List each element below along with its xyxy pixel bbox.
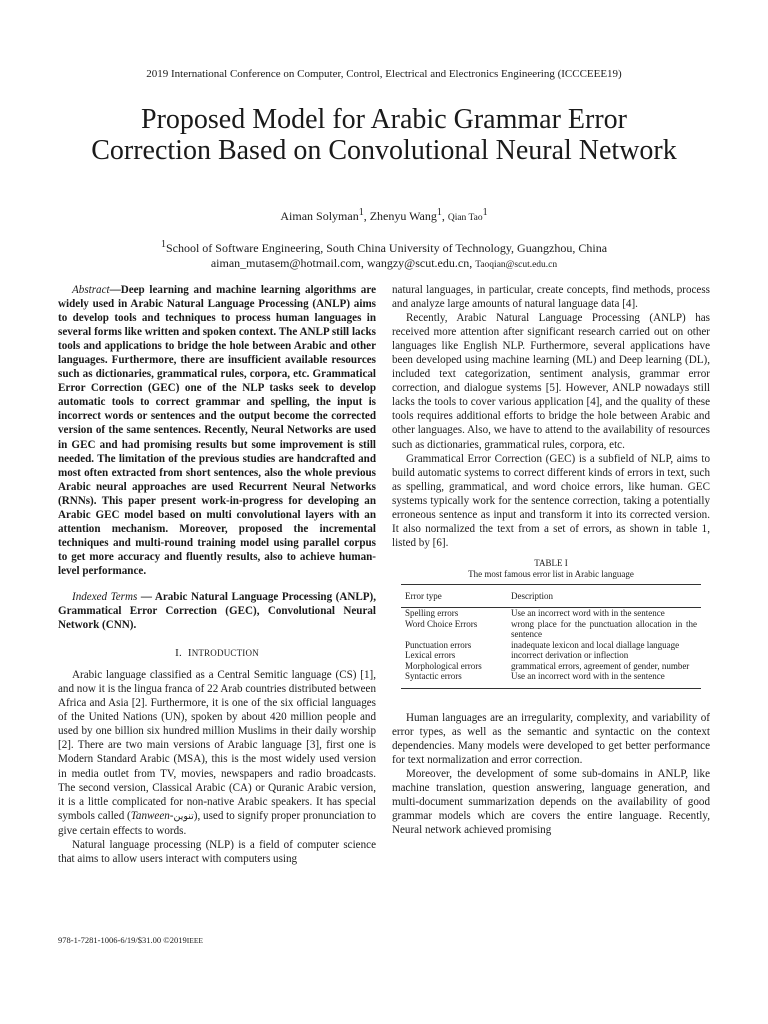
error-type-cell: Punctuation errors (405, 639, 472, 650)
anlp-paragraph: Recently, Arabic Natural Language Processing (ANLP) has received more attention after significant research carried out on other languages like English NLP. Furthermore, several applications have been developed using machine learning (ML) and Deep learning (DL), included text categorization, sentiment analysis, grammar error correction, and dialogue systems [5]. However, ANLP nowadays still lacks the tools to cover various application [4], and the quality of these tools requires additional efforts to bridge the hole between Arabic and other languages. Also, we have to attend to the availability of resources such as dictionaries, grammatical rules, corpora, etc. (392, 312, 710, 451)
index-terms (58, 590, 376, 632)
gec-paragraph: Grammatical Error Correction (GEC) is a subfield of NLP, aims to build automatic systems to correct different kinds of errors in text, such as spelling, grammatical, and word choice errors, like human. GEC systems typically work for the sentence correction, taking a potentially erroneous sentence as input and transform it into its corrected version. It also normalized the text from a set of errors, as shown in table 1, listed by [6]. (392, 452, 710, 549)
table-header-cell: Error type (401, 584, 507, 608)
error-desc-cell: incorrect derivation or inflection (511, 650, 629, 661)
intro-paragraph (58, 668, 376, 838)
section-initial: I (187, 647, 192, 660)
abstract-body: —Deep learning and machine learning algorithms are widely used in Arabic Natural Language Processing (ANLP) aims to develop tools and techniques to process human languages in several forms like written and spoken context. The ANLP still lacks tools and applications to bridge the hole between Arabic and other languages. Furthermore, there are insufficient available resources such as dictionaries, grammatical rules, corpora, etc. Grammatical Error Correction (GEC) one of the NLP tasks seek to develop automatic tools to correct grammar and spelling, the input is incorrect words or sentences and the output become the corrected version of the same sentences. Recently, Neural Networks are used in GEC and had promising results but some improvement is still needed. The limitation of the previous studies are handcrafted and most often extracted from short sentences, also the whole previous Arabic neural approaches are used Recurrent Neural Networks (RNNs). This paper present work-in-progress for developing an Arabic GEC model based on multi convolutional layers with an attention mechanism. Moreover, proposed the incremental techniques and multi-round training model using parallel corpus to get more accuracy and fluently results, also to achieve human-level performance. (58, 284, 376, 577)
author-name: Qian Tao (447, 213, 483, 223)
continued-paragraph: natural languages, in particular, create concepts, find methods, process and analyze large amounts of natural language data [4]. (392, 284, 710, 311)
affiliation-marker: 1 (358, 207, 364, 218)
index-terms-lead: Indexed Terms (72, 590, 138, 603)
error-type-cell: Morphological errors (405, 660, 482, 671)
table-header-cell: Description (507, 584, 701, 608)
arabic-word: تنوين (173, 810, 194, 822)
author-list: Aiman Solyman$^1$, Zhenyu Wang$^1$, Qian Tao$^1$ (280, 207, 488, 223)
abstract-lead: Abstract (72, 284, 110, 296)
affiliation-marker: 1 (160, 239, 166, 250)
nlp-paragraph: Natural language processing (NLP) is a field of computer science that aims to allow users interact with computers using (58, 838, 376, 865)
affiliation (0, 237, 768, 273)
error-desc-cell: Use an incorrect word with in the sentence (507, 671, 701, 688)
author-name: Aiman Solyman (280, 209, 359, 223)
isbn-text: 978-1-7281-1006-6/19/$31.00 ©2019 (58, 935, 187, 945)
human-languages-paragraph: Human languages are an irregularity, complexity, and variability of error types, as well as the semantic and syntactic on the context dependencies. Many models were developed to get better performance for text normalization and error correction. (392, 711, 710, 767)
error-desc-cell: Use an incorrect word with in the sentence (511, 608, 665, 619)
table-row (401, 650, 701, 661)
table-title: The most famous error list in Arabic language (468, 568, 634, 579)
section-heading (58, 646, 376, 660)
author-email-small: Taoqian@scut.edu.cn (475, 260, 558, 270)
table-row (401, 608, 701, 619)
section-title-rest: NTRODUCTION (191, 648, 259, 659)
footer-copyright (58, 935, 203, 945)
index-terms-body: — Arabic Natural Language Processing (ANLP), Grammatical Error Correction (GEC), Convolutional Neural Network (CNN). (58, 590, 377, 632)
table-label: TABLE I (534, 557, 568, 568)
table-row (401, 661, 701, 672)
publisher-text: IEEE (186, 936, 204, 945)
error-desc-cell: grammatical errors, agreement of gender, number (511, 660, 690, 671)
table-header-row (401, 584, 701, 608)
table-row (401, 671, 701, 688)
affiliation-marker: 1 (436, 207, 442, 218)
error-desc-cell: inadequate lexicon and local diallage language (511, 639, 680, 650)
institution: School of Software Engineering, South China University of Technology, Guangzhou, China (165, 241, 608, 255)
table-row (401, 619, 701, 640)
error-type-cell: Word Choice Errors (405, 618, 478, 629)
error-type-cell: Spelling errors (405, 608, 459, 619)
affiliation-marker: 1 (482, 207, 488, 218)
subdomains-paragraph: Moreover, the development of some sub-domains in ANLP, like machine translation, question answering, language generation, and multi-document summarization depends on the availability of good grammar models which are covers the entire language. Recently, Neural network achieved promising (392, 768, 710, 837)
author-emails: aiman_mutasem@hotmail.com, wangzy@scut.edu.cn, (210, 256, 473, 270)
error-type-cell: Syntactic errors (401, 671, 507, 688)
table-caption (392, 558, 710, 580)
abstract (58, 283, 376, 578)
intro-text-end: ), used to signify proper pronunciation to give certain effects to words. (58, 809, 376, 837)
conference-header: 2019 International Conference on Computer, Control, Electrical and Electronics Engineering (ICCCEEE19) (146, 68, 622, 80)
paper-title: Proposed Model for Arabic Grammar Error Correction Based on Convolutional Neural Network (91, 104, 677, 166)
table-row (401, 640, 701, 651)
error-table (401, 584, 701, 689)
intro-italic: Tanween- (130, 809, 174, 822)
right-column (392, 283, 710, 837)
error-type-cell: Lexical errors (405, 650, 456, 661)
error-desc-cell: wrong place for the punctuation allocation in the sentence (511, 618, 697, 640)
section-number: I. (175, 647, 182, 660)
left-column (58, 283, 376, 866)
author-name: Zhenyu Wang (369, 209, 437, 223)
intro-text: Arabic language classified as a Central Semitic language (CS) [1], and now it is the lingua franca of 22 Arab countries distributed between Africa and Asia [2]. Furthermore, it is one of the six official languages of the United Nations (UN), spoken by about 420 million people and used by one billion six hundred million Muslims in their daily worship [2]. There are two main versions of Arabic language [3], first one is Modern Standard Arabic (MSA), this is the most widely used version in media outlet from TV, movies, newspapers and radio broadcasts. The second version, Classical Arabic (CA) or Quranic Arabic version, it is a little complicated for non-native Arabic speakers. It has special symbols called ( (58, 669, 376, 822)
